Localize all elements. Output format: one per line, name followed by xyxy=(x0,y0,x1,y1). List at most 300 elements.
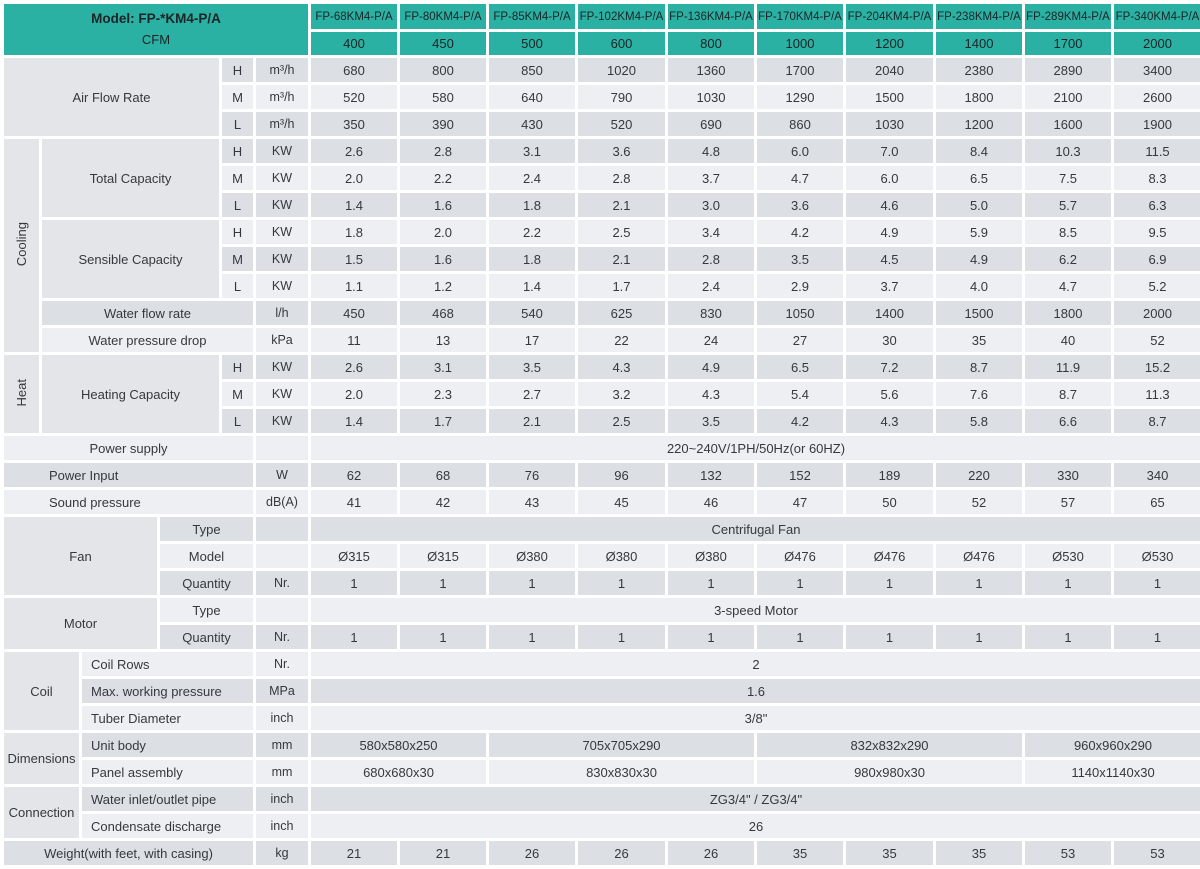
row-label-fan-model: Model xyxy=(159,543,255,570)
data-cell: 46 xyxy=(667,489,756,516)
data-cell: 42 xyxy=(399,489,488,516)
header-cfm-cell: 450 xyxy=(399,31,488,57)
data-cell: 17 xyxy=(488,327,577,354)
data-cell: 3.2 xyxy=(577,381,667,408)
header-model-cell: FP-68KM4-P/A xyxy=(310,3,399,31)
data-cell: 1800 xyxy=(1024,300,1113,327)
data-cell: 1020 xyxy=(577,57,667,84)
span-cell: 960x960x290 xyxy=(1024,732,1200,759)
unit-cell: W xyxy=(255,462,310,489)
data-cell: 2.0 xyxy=(310,381,399,408)
data-cell: 43 xyxy=(488,489,577,516)
data-cell: 10.3 xyxy=(1024,138,1113,165)
data-cell: 1290 xyxy=(756,84,845,111)
data-cell: 2.8 xyxy=(399,138,488,165)
row-label-heating-capacity: Heating Capacity xyxy=(41,354,221,435)
row-label-water-inlet-outlet: Water inlet/outlet pipe xyxy=(81,786,255,813)
data-cell: 4.0 xyxy=(935,273,1024,300)
data-cell: 2.9 xyxy=(756,273,845,300)
data-cell: 5.6 xyxy=(845,381,935,408)
data-cell: 2.6 xyxy=(310,354,399,381)
data-cell: 2.1 xyxy=(488,408,577,435)
data-cell: Ø530 xyxy=(1113,543,1200,570)
unit-cell: KW xyxy=(255,354,310,381)
motor-type-value: 3-speed Motor xyxy=(310,597,1200,624)
row-label-sensible-capacity: Sensible Capacity xyxy=(41,219,221,300)
data-cell: 1 xyxy=(1113,624,1200,651)
group-label-motor: Motor xyxy=(3,597,159,651)
data-cell: 2.4 xyxy=(488,165,577,192)
data-cell: 580 xyxy=(399,84,488,111)
data-cell: 11 xyxy=(310,327,399,354)
unit-cell: KW xyxy=(255,165,310,192)
row-label-weight: Weight(with feet, with casing) xyxy=(3,840,255,867)
data-cell: Ø315 xyxy=(399,543,488,570)
data-cell: 800 xyxy=(399,57,488,84)
header-cfm-cell: 400 xyxy=(310,31,399,57)
group-label-heat xyxy=(3,354,41,435)
data-cell: 390 xyxy=(399,111,488,138)
model-series-label: Model: FP-*KM4-P/A xyxy=(91,10,221,26)
level-cell: M xyxy=(221,165,255,192)
data-cell: 8.7 xyxy=(1024,381,1113,408)
data-cell: 6.0 xyxy=(845,165,935,192)
data-cell: 1.8 xyxy=(310,219,399,246)
data-cell: 189 xyxy=(845,462,935,489)
data-cell: 3400 xyxy=(1113,57,1200,84)
data-cell: 1 xyxy=(756,624,845,651)
unit-cell: m³/h xyxy=(255,111,310,138)
data-cell: 468 xyxy=(399,300,488,327)
row-label-water-pressure-drop: Water pressure drop xyxy=(41,327,255,354)
data-cell: 430 xyxy=(488,111,577,138)
fan-type-value: Centrifugal Fan xyxy=(310,516,1200,543)
data-cell: 7.0 xyxy=(845,138,935,165)
row-label-fan-quantity: Quantity xyxy=(159,570,255,597)
data-cell: 7.6 xyxy=(935,381,1024,408)
unit-cell: kPa xyxy=(255,327,310,354)
data-cell: 4.9 xyxy=(935,246,1024,273)
data-cell: 1 xyxy=(310,570,399,597)
data-cell: 8.7 xyxy=(1113,408,1200,435)
data-cell: 6.9 xyxy=(1113,246,1200,273)
group-label-connection: Connection xyxy=(3,786,81,840)
data-cell: Ø476 xyxy=(935,543,1024,570)
data-cell: 8.3 xyxy=(1113,165,1200,192)
unit-cell: Nr. xyxy=(255,651,310,678)
data-cell: 6.2 xyxy=(1024,246,1113,273)
level-cell: H xyxy=(221,138,255,165)
data-cell: 3.1 xyxy=(399,354,488,381)
data-cell: 1.2 xyxy=(399,273,488,300)
data-cell: 3.6 xyxy=(577,138,667,165)
data-cell: 1030 xyxy=(667,84,756,111)
data-cell: 3.6 xyxy=(756,192,845,219)
data-cell: 1360 xyxy=(667,57,756,84)
data-cell: 6.5 xyxy=(935,165,1024,192)
data-cell: 6.5 xyxy=(756,354,845,381)
row-label-power-supply: Power supply xyxy=(3,435,255,462)
data-cell: 47 xyxy=(756,489,845,516)
data-cell: 2.2 xyxy=(399,165,488,192)
data-cell: 1.1 xyxy=(310,273,399,300)
data-cell: 1.4 xyxy=(310,408,399,435)
header-cfm-cell: 2000 xyxy=(1113,31,1200,57)
unit-cell-empty xyxy=(255,516,310,543)
span-cell: 680x680x30 xyxy=(310,759,488,786)
level-cell: L xyxy=(221,111,255,138)
unit-cell: m³/h xyxy=(255,84,310,111)
cooling-vertical-label: Cooling xyxy=(14,221,29,267)
data-cell: 1030 xyxy=(845,111,935,138)
level-cell: H xyxy=(221,354,255,381)
data-cell: 40 xyxy=(1024,327,1113,354)
data-cell: 830 xyxy=(667,300,756,327)
data-cell: 2.0 xyxy=(310,165,399,192)
data-cell: 35 xyxy=(845,840,935,867)
data-cell: 1.5 xyxy=(310,246,399,273)
data-cell: 76 xyxy=(488,462,577,489)
data-cell: 1 xyxy=(577,624,667,651)
row-label-total-capacity: Total Capacity xyxy=(41,138,221,219)
data-cell: Ø380 xyxy=(577,543,667,570)
data-cell: 1200 xyxy=(935,111,1024,138)
data-cell: 1 xyxy=(399,570,488,597)
span-cell: 580x580x250 xyxy=(310,732,488,759)
coil-rows-value: 2 xyxy=(310,651,1200,678)
data-cell: 2100 xyxy=(1024,84,1113,111)
data-cell: 4.9 xyxy=(667,354,756,381)
data-cell: 2890 xyxy=(1024,57,1113,84)
data-cell: 5.9 xyxy=(935,219,1024,246)
unit-cell: Nr. xyxy=(255,570,310,597)
data-cell: 27 xyxy=(756,327,845,354)
data-cell: 11.3 xyxy=(1113,381,1200,408)
data-cell: 45 xyxy=(577,489,667,516)
data-cell: 340 xyxy=(1113,462,1200,489)
header-cfm-cell: 1200 xyxy=(845,31,935,57)
level-cell: L xyxy=(221,192,255,219)
data-cell: 640 xyxy=(488,84,577,111)
data-cell: 4.2 xyxy=(756,219,845,246)
data-cell: 1 xyxy=(667,624,756,651)
data-cell: 540 xyxy=(488,300,577,327)
data-cell: 21 xyxy=(310,840,399,867)
data-cell: 330 xyxy=(1024,462,1113,489)
data-cell: Ø380 xyxy=(667,543,756,570)
data-cell: 1 xyxy=(399,624,488,651)
unit-cell: inch xyxy=(255,705,310,732)
fan-coil-spec-table xyxy=(1,1,1200,868)
max-working-pressure-value: 1.6 xyxy=(310,678,1200,705)
data-cell: 8.7 xyxy=(935,354,1024,381)
header-model-cell: FP-136KM4-P/A xyxy=(667,3,756,31)
data-cell: 450 xyxy=(310,300,399,327)
header-cfm-cell: 1000 xyxy=(756,31,845,57)
data-cell: 2380 xyxy=(935,57,1024,84)
data-cell: 1500 xyxy=(845,84,935,111)
data-cell: 1.6 xyxy=(399,246,488,273)
data-cell: 1.7 xyxy=(399,408,488,435)
data-cell: 6.3 xyxy=(1113,192,1200,219)
data-cell: 2.5 xyxy=(577,408,667,435)
level-cell: M xyxy=(221,381,255,408)
data-cell: 1.4 xyxy=(488,273,577,300)
group-label-cooling xyxy=(3,138,41,354)
data-cell: 860 xyxy=(756,111,845,138)
data-cell: 3.4 xyxy=(667,219,756,246)
data-cell: 4.3 xyxy=(845,408,935,435)
unit-cell: KW xyxy=(255,219,310,246)
data-cell: 2.6 xyxy=(310,138,399,165)
unit-cell-empty xyxy=(255,543,310,570)
data-cell: 4.6 xyxy=(845,192,935,219)
data-cell: 2.1 xyxy=(577,192,667,219)
unit-cell: dB(A) xyxy=(255,489,310,516)
data-cell: 1700 xyxy=(756,57,845,84)
data-cell: 41 xyxy=(310,489,399,516)
data-cell: 2.8 xyxy=(577,165,667,192)
header-model-cell: FP-102KM4-P/A xyxy=(577,3,667,31)
data-cell: 2600 xyxy=(1113,84,1200,111)
data-cell: 5.2 xyxy=(1113,273,1200,300)
header-model-cell: FP-85KM4-P/A xyxy=(488,3,577,31)
data-cell: 21 xyxy=(399,840,488,867)
data-cell: 4.7 xyxy=(756,165,845,192)
unit-cell: m³/h xyxy=(255,57,310,84)
data-cell: 2.2 xyxy=(488,219,577,246)
data-cell: 1050 xyxy=(756,300,845,327)
row-label-water-flow-rate: Water flow rate xyxy=(41,300,255,327)
data-cell: 1 xyxy=(1024,570,1113,597)
span-cell: 705x705x290 xyxy=(488,732,756,759)
data-cell: 625 xyxy=(577,300,667,327)
data-cell: 1 xyxy=(935,570,1024,597)
data-cell: 1 xyxy=(488,624,577,651)
data-cell: 132 xyxy=(667,462,756,489)
data-cell: 35 xyxy=(756,840,845,867)
data-cell: 1 xyxy=(935,624,1024,651)
header-cfm-cell: 800 xyxy=(667,31,756,57)
span-cell: 832x832x290 xyxy=(756,732,1024,759)
data-cell: 65 xyxy=(1113,489,1200,516)
unit-cell: KW xyxy=(255,273,310,300)
level-cell: M xyxy=(221,84,255,111)
data-cell: 52 xyxy=(935,489,1024,516)
data-cell: 4.5 xyxy=(845,246,935,273)
header-model-cell: FP-289KM4-P/A xyxy=(1024,3,1113,31)
data-cell: 11.5 xyxy=(1113,138,1200,165)
unit-cell-empty xyxy=(255,435,310,462)
data-cell: Ø380 xyxy=(488,543,577,570)
data-cell: Ø530 xyxy=(1024,543,1113,570)
data-cell: 3.7 xyxy=(667,165,756,192)
unit-cell: MPa xyxy=(255,678,310,705)
unit-cell: Nr. xyxy=(255,624,310,651)
group-label-dimensions: Dimensions xyxy=(3,732,81,786)
header-cfm-cell: 500 xyxy=(488,31,577,57)
level-cell: M xyxy=(221,246,255,273)
data-cell: 57 xyxy=(1024,489,1113,516)
data-cell: 1.7 xyxy=(577,273,667,300)
unit-cell-empty xyxy=(255,597,310,624)
data-cell: 1900 xyxy=(1113,111,1200,138)
data-cell: 1 xyxy=(488,570,577,597)
header-model-cell: FP-204KM4-P/A xyxy=(845,3,935,31)
level-cell: L xyxy=(221,408,255,435)
level-cell: H xyxy=(221,57,255,84)
data-cell: 24 xyxy=(667,327,756,354)
data-cell: 1.8 xyxy=(488,192,577,219)
data-cell: 68 xyxy=(399,462,488,489)
data-cell: 3.5 xyxy=(756,246,845,273)
data-cell: 350 xyxy=(310,111,399,138)
row-label-sound-pressure: Sound pressure xyxy=(3,489,255,516)
data-cell: 7.5 xyxy=(1024,165,1113,192)
row-label-motor-type: Type xyxy=(159,597,255,624)
row-label-unit-body: Unit body xyxy=(81,732,255,759)
data-cell: Ø315 xyxy=(310,543,399,570)
data-cell: 2.0 xyxy=(399,219,488,246)
data-cell: 35 xyxy=(935,327,1024,354)
data-cell: 1 xyxy=(845,570,935,597)
data-cell: 6.6 xyxy=(1024,408,1113,435)
row-label-power-input: Power Input xyxy=(3,462,255,489)
data-cell: 96 xyxy=(577,462,667,489)
data-cell: 790 xyxy=(577,84,667,111)
span-cell: 1140x1140x30 xyxy=(1024,759,1200,786)
data-cell: 8.4 xyxy=(935,138,1024,165)
data-cell: 520 xyxy=(310,84,399,111)
data-cell: 1 xyxy=(310,624,399,651)
data-cell: 13 xyxy=(399,327,488,354)
group-label-coil: Coil xyxy=(3,651,81,732)
data-cell: 62 xyxy=(310,462,399,489)
header-model-cell: FP-170KM4-P/A xyxy=(756,3,845,31)
data-cell: 1 xyxy=(577,570,667,597)
data-cell: 1500 xyxy=(935,300,1024,327)
data-cell: 5.8 xyxy=(935,408,1024,435)
unit-cell: KW xyxy=(255,381,310,408)
data-cell: 1.6 xyxy=(399,192,488,219)
data-cell: 11.9 xyxy=(1024,354,1113,381)
level-cell: L xyxy=(221,273,255,300)
data-cell: 4.3 xyxy=(577,354,667,381)
data-cell: 53 xyxy=(1113,840,1200,867)
condensate-value: 26 xyxy=(310,813,1200,840)
row-label-max-working-pressure: Max. working pressure xyxy=(81,678,255,705)
tuber-diameter-value: 3/8" xyxy=(310,705,1200,732)
data-cell: 5.0 xyxy=(935,192,1024,219)
data-cell: 35 xyxy=(935,840,1024,867)
data-cell: 26 xyxy=(488,840,577,867)
row-label-fan-type: Type xyxy=(159,516,255,543)
data-cell: 5.7 xyxy=(1024,192,1113,219)
data-cell: 2.5 xyxy=(577,219,667,246)
data-cell: 220 xyxy=(935,462,1024,489)
data-cell: 2040 xyxy=(845,57,935,84)
data-cell: 1800 xyxy=(935,84,1024,111)
span-cell: 830x830x30 xyxy=(488,759,756,786)
data-cell: 8.5 xyxy=(1024,219,1113,246)
row-label-motor-quantity: Quantity xyxy=(159,624,255,651)
data-cell: 15.2 xyxy=(1113,354,1200,381)
data-cell: 4.7 xyxy=(1024,273,1113,300)
data-cell: 1 xyxy=(845,624,935,651)
data-cell: 30 xyxy=(845,327,935,354)
data-cell: 50 xyxy=(845,489,935,516)
data-cell: 2.7 xyxy=(488,381,577,408)
data-cell: 1 xyxy=(756,570,845,597)
unit-cell: inch xyxy=(255,813,310,840)
data-cell: Ø476 xyxy=(845,543,935,570)
unit-cell: KW xyxy=(255,246,310,273)
data-cell: 26 xyxy=(667,840,756,867)
cfm-label: CFM xyxy=(141,31,171,47)
data-cell: 1 xyxy=(667,570,756,597)
unit-cell: l/h xyxy=(255,300,310,327)
data-cell: 26 xyxy=(577,840,667,867)
row-label-air-flow-rate: Air Flow Rate xyxy=(3,57,221,138)
header-model-cell: FP-238KM4-P/A xyxy=(935,3,1024,31)
group-label-fan: Fan xyxy=(3,516,159,597)
water-pipe-value: ZG3/4" / ZG3/4" xyxy=(310,786,1200,813)
header-cfm-cell: 1700 xyxy=(1024,31,1113,57)
data-cell: 3.0 xyxy=(667,192,756,219)
data-cell: 2.1 xyxy=(577,246,667,273)
data-cell: 22 xyxy=(577,327,667,354)
data-cell: 7.2 xyxy=(845,354,935,381)
unit-cell: KW xyxy=(255,138,310,165)
unit-cell: kg xyxy=(255,840,310,867)
data-cell: 3.1 xyxy=(488,138,577,165)
data-cell: 3.5 xyxy=(667,408,756,435)
level-cell: H xyxy=(221,219,255,246)
header-cfm-cell: 600 xyxy=(577,31,667,57)
row-label-coil-rows: Coil Rows xyxy=(81,651,255,678)
row-label-panel-assembly: Panel assembly xyxy=(81,759,255,786)
data-cell: Ø476 xyxy=(756,543,845,570)
unit-cell: KW xyxy=(255,408,310,435)
data-cell: 5.4 xyxy=(756,381,845,408)
data-cell: 152 xyxy=(756,462,845,489)
span-cell: 980x980x30 xyxy=(756,759,1024,786)
data-cell: 2.3 xyxy=(399,381,488,408)
power-supply-value: 220~240V/1PH/50Hz(or 60HZ) xyxy=(310,435,1200,462)
data-cell: 520 xyxy=(577,111,667,138)
data-cell: 4.8 xyxy=(667,138,756,165)
data-cell: 1600 xyxy=(1024,111,1113,138)
unit-cell: KW xyxy=(255,192,310,219)
header-cfm-cell: 1400 xyxy=(935,31,1024,57)
unit-cell: mm xyxy=(255,759,310,786)
data-cell: 6.0 xyxy=(756,138,845,165)
data-cell: 4.3 xyxy=(667,381,756,408)
row-label-condensate-discharge: Condensate discharge xyxy=(81,813,255,840)
data-cell: 4.9 xyxy=(845,219,935,246)
data-cell: 4.2 xyxy=(756,408,845,435)
data-cell: 690 xyxy=(667,111,756,138)
data-cell: 3.7 xyxy=(845,273,935,300)
row-label-tuber-diameter: Tuber Diameter xyxy=(81,705,255,732)
data-cell: 2.8 xyxy=(667,246,756,273)
unit-cell: inch xyxy=(255,786,310,813)
data-cell: 1.8 xyxy=(488,246,577,273)
header-model-cell: FP-340KM4-P/A xyxy=(1113,3,1200,31)
header-model-cell: FP-80KM4-P/A xyxy=(399,3,488,31)
corner-header-cell xyxy=(3,3,310,57)
data-cell: 850 xyxy=(488,57,577,84)
